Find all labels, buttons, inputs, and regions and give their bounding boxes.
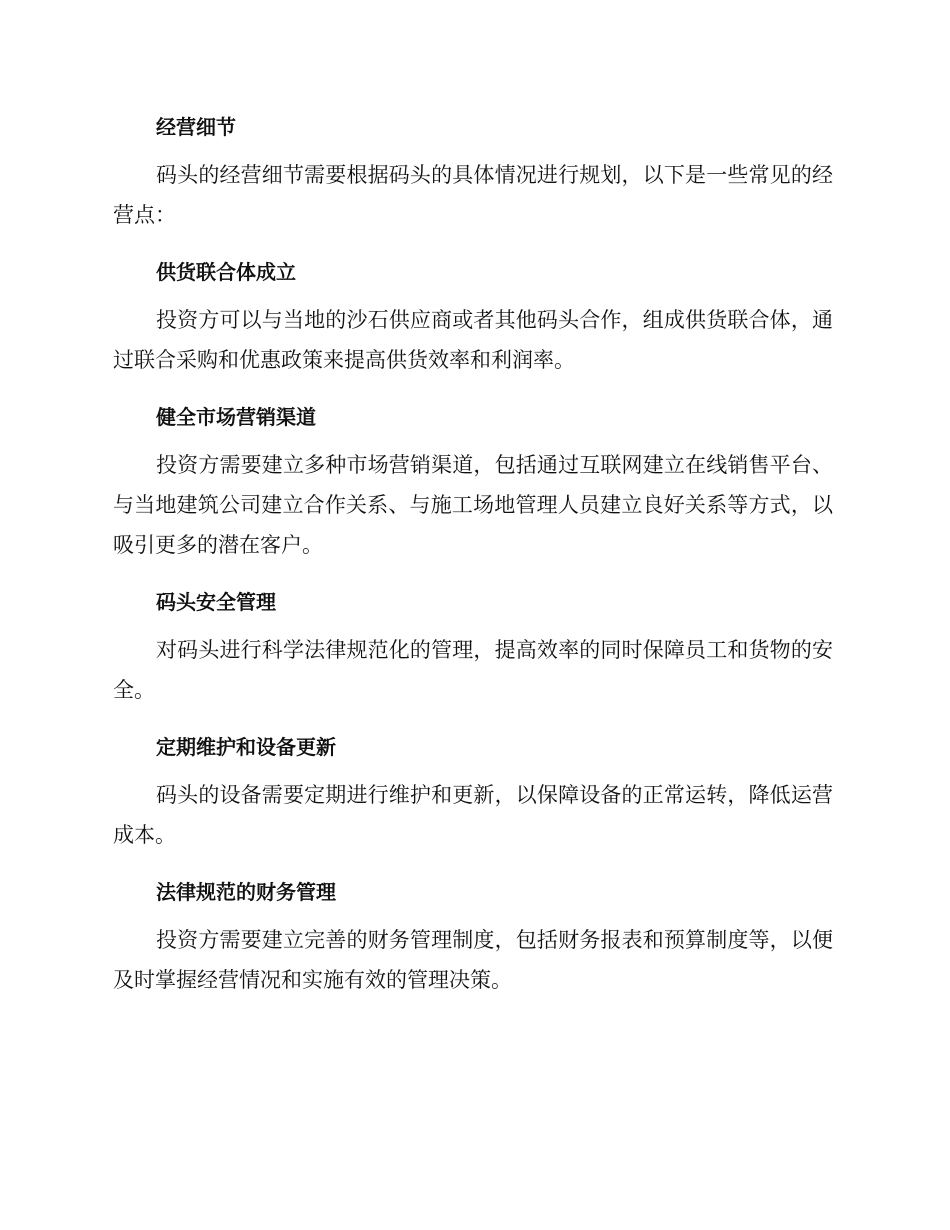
section-heading-safety-management: 码头安全管理 [156, 590, 276, 614]
section-heading-operations: 经营细节 [156, 115, 236, 139]
section-heading-marketing-channels: 健全市场营销渠道 [156, 405, 316, 429]
section-heading-maintenance: 定期维护和设备更新 [156, 735, 336, 759]
section-body-marketing-channels: 投资方需要建立多种市场营销渠道，包括通过互联网建立在线销售平台、与当地建筑公司建立合作关系、与施工场地管理人员建立良好关系等方式，以吸引更多的潜在客户。 [113, 453, 833, 557]
section-body-supply-consortium: 投资方可以与当地的沙石供应商或者其他码头合作，组成供货联合体，通过联合采购和优惠政策来提高供货效率和利润率。 [113, 308, 833, 372]
section-body-maintenance: 码头的设备需要定期进行维护和更新，以保障设备的正常运转，降低运营成本。 [113, 783, 833, 847]
section-body-operations: 码头的经营细节需要根据码头的具体情况进行规划，以下是一些常见的经营点： [113, 163, 833, 227]
section-body-safety-management: 对码头进行科学法律规范化的管理，提高效率的同时保障员工和货物的安全。 [113, 638, 833, 702]
section-heading-finance: 法律规范的财务管理 [156, 880, 336, 904]
document-page [113, 108, 833, 1018]
section-heading-supply-consortium: 供货联合体成立 [156, 260, 296, 284]
section-body-finance: 投资方需要建立完善的财务管理制度，包括财务报表和预算制度等，以便及时掌握经营情况和实施有效的管理决策。 [113, 928, 833, 992]
